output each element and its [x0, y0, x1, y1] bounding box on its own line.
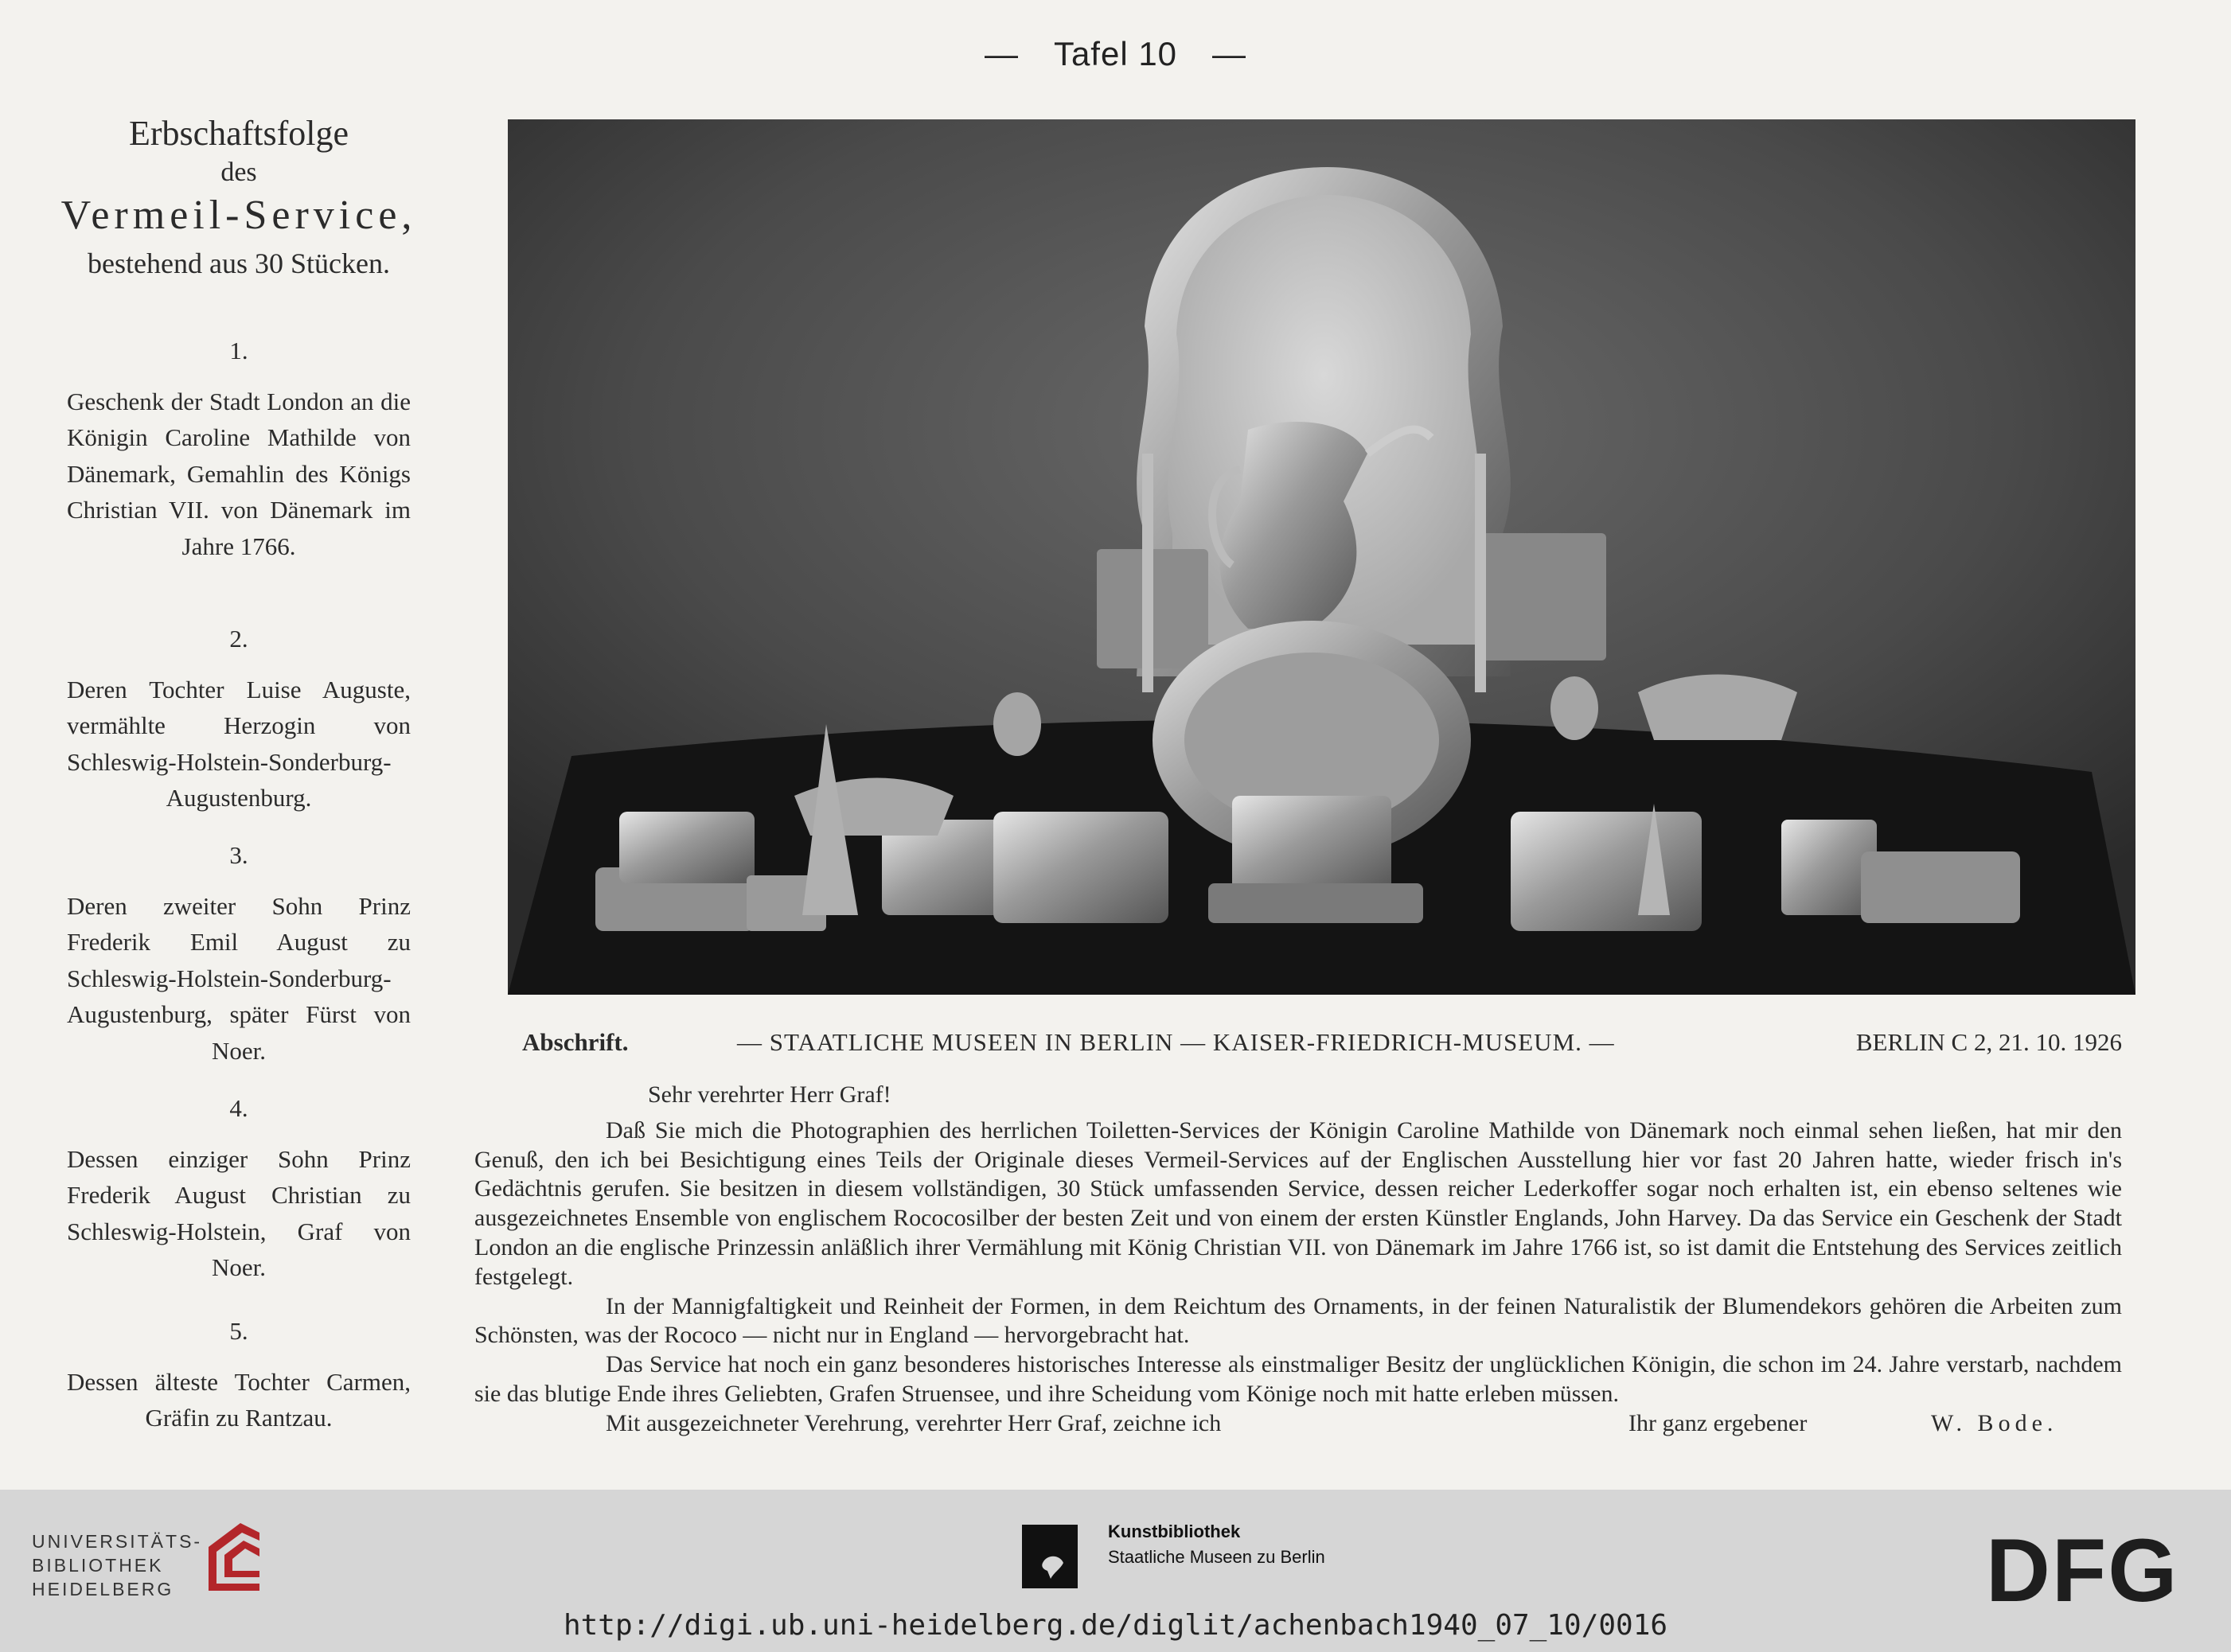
- succession-entry-4: [67, 1090, 411, 1286]
- copy-label: Abschrift.: [522, 1028, 629, 1056]
- plate-header: [0, 35, 2231, 73]
- kunstbibliothek-logo-icon[interactable]: [1019, 1521, 1090, 1593]
- place-date: BERLIN C 2, 21. 10. 1926: [1855, 1028, 2122, 1056]
- kunstbibliothek-subtitle: Staatliche Museen zu Berlin: [1108, 1547, 1325, 1567]
- letter-paragraph-1: Daß Sie mich die Photographien des herrlichen Toiletten-Services der Königin Caroline Mathilde von Dänemark noch einmal sehen ließen, hat mir den Genuß, den ich bei Besichtigung eines Teils der Originale dieses Vermeil-Services auf der Englischen Ausstellung hier vor fast 20 Jahren hatte, wieder frisch in's Gedächtnis gerufen. Sie besitzen in diesem vollständigen, 30 Stück umfassenden Service, dessen reicher Lederkoffer sogar noch erhalten ist, ein ebenso seltenes wie ausgezeichnetes Ensemble von englischem Rococosilber der besten Zeit und von einem der ersten Künstler Englands, John Harvey. Da das Service ein Geschenk der Stadt London an die englische Prinzessin anläßlich ihrer Vermählung mit König Christian VII. von Dänemark im Jahre 1766 ist, so ist damit die Entstehung des Services zeitlich festgelegt.: [474, 1116, 2122, 1290]
- heading-des: des: [220, 158, 257, 187]
- inheritance-heading: [56, 111, 422, 285]
- letter-body: [474, 1081, 2122, 1441]
- letter-closing: [474, 1409, 2122, 1441]
- entry-text: Deren Tochter Luise Auguste, vermählte Herzogin von Schleswig-Holstein-Sonderburg-Augustenburg.: [67, 675, 411, 812]
- uni-line-1: UNIVERSITÄTS-: [32, 1531, 203, 1552]
- plate-title: Tafel 10: [1053, 35, 1178, 72]
- entry-number: 3.: [229, 841, 248, 869]
- letter-greeting: Sehr verehrter Herr Graf!: [648, 1081, 891, 1108]
- header-dash-left: —: [984, 35, 1019, 72]
- heading-pieces: bestehend aus 30 Stücken.: [88, 247, 390, 279]
- signature: W. Bode.: [1931, 1409, 2058, 1436]
- uni-heidelberg-wordmark[interactable]: [32, 1529, 202, 1601]
- closing-regards: Ihr ganz ergebener: [1628, 1409, 1808, 1436]
- uni-line-2: BIBLIOTHEK: [32, 1555, 164, 1576]
- succession-entry-2: [67, 621, 411, 816]
- kunstbibliothek-wordmark[interactable]: [1108, 1520, 1325, 1571]
- succession-entry-3: [67, 837, 411, 1069]
- entry-number: 1.: [229, 337, 248, 364]
- entry-text: Deren zweiter Sohn Prinz Frederik Emil August zu Schleswig-Holstein-Sonderburg-Augustenburg, später Fürst von Noer.: [67, 891, 411, 1065]
- kunstbibliothek-title: Kunstbibliothek: [1108, 1521, 1241, 1541]
- library-footer: [0, 1490, 2231, 1652]
- permalink-url[interactable]: http://digi.ub.uni-heidelberg.de/diglit/achenbach1940_07_10/0016: [563, 1609, 1668, 1642]
- entry-number: 4.: [229, 1094, 248, 1122]
- uni-line-3: HEIDELBERG: [32, 1579, 174, 1599]
- heading-vermeil-service: Vermeil-Service,: [60, 193, 417, 238]
- letter-paragraph-3: Das Service hat noch ein ganz besonderes historisches Interesse als einstmaliger Besitz der unglücklichen Königin, die schon im 24. Jahre verstarb, nachdem sie das blutige Ende ihres Geliebten, Grafen Struensee, und ihre Scheidung vom Könige noch mit hatte erleben müssen.: [474, 1351, 2122, 1407]
- entry-text: Dessen einziger Sohn Prinz Frederik August Christian zu Schleswig-Holstein, Graf von Noer.: [67, 1144, 411, 1281]
- vermeil-service-photograph: [508, 119, 2135, 995]
- closing-phrase: Mit ausgezeichneter Verehrung, verehrter Herr Graf, zeichne ich: [606, 1409, 1222, 1436]
- heading-erbschaftsfolge: Erbschaftsfolge: [128, 114, 349, 153]
- letter-paragraph-2: In der Mannigfaltigkeit und Reinheit der Formen, in dem Reichtum des Ornaments, in der feinen Naturalistik der Blumendekors gehören die Arbeiten zum Schönsten, was der Rococo — nicht nur in England — hervorgebracht hat.: [474, 1292, 2122, 1349]
- succession-entry-1: [67, 333, 411, 564]
- dfg-logo[interactable]: DFG: [1986, 1521, 2179, 1620]
- succession-entry-5: [67, 1313, 411, 1436]
- uni-heidelberg-logo-icon[interactable]: [201, 1515, 267, 1595]
- entry-text: Dessen älteste Tochter Carmen, Gräfin zu Rantzau.: [67, 1367, 411, 1432]
- entry-number: 2.: [229, 625, 248, 653]
- entry-number: 5.: [229, 1317, 248, 1345]
- entry-text: Geschenk der Stadt London an die Königin Caroline Mathilde von Dänemark, Gemahlin des Königs Christian VII. von Dänemark im Jahre 1766.: [67, 387, 411, 560]
- museum-letterhead: — STAATLICHE MUSEEN IN BERLIN — KAISER-FRIEDRICH-MUSEUM. —: [737, 1028, 1615, 1056]
- header-dash-right: —: [1212, 35, 1247, 72]
